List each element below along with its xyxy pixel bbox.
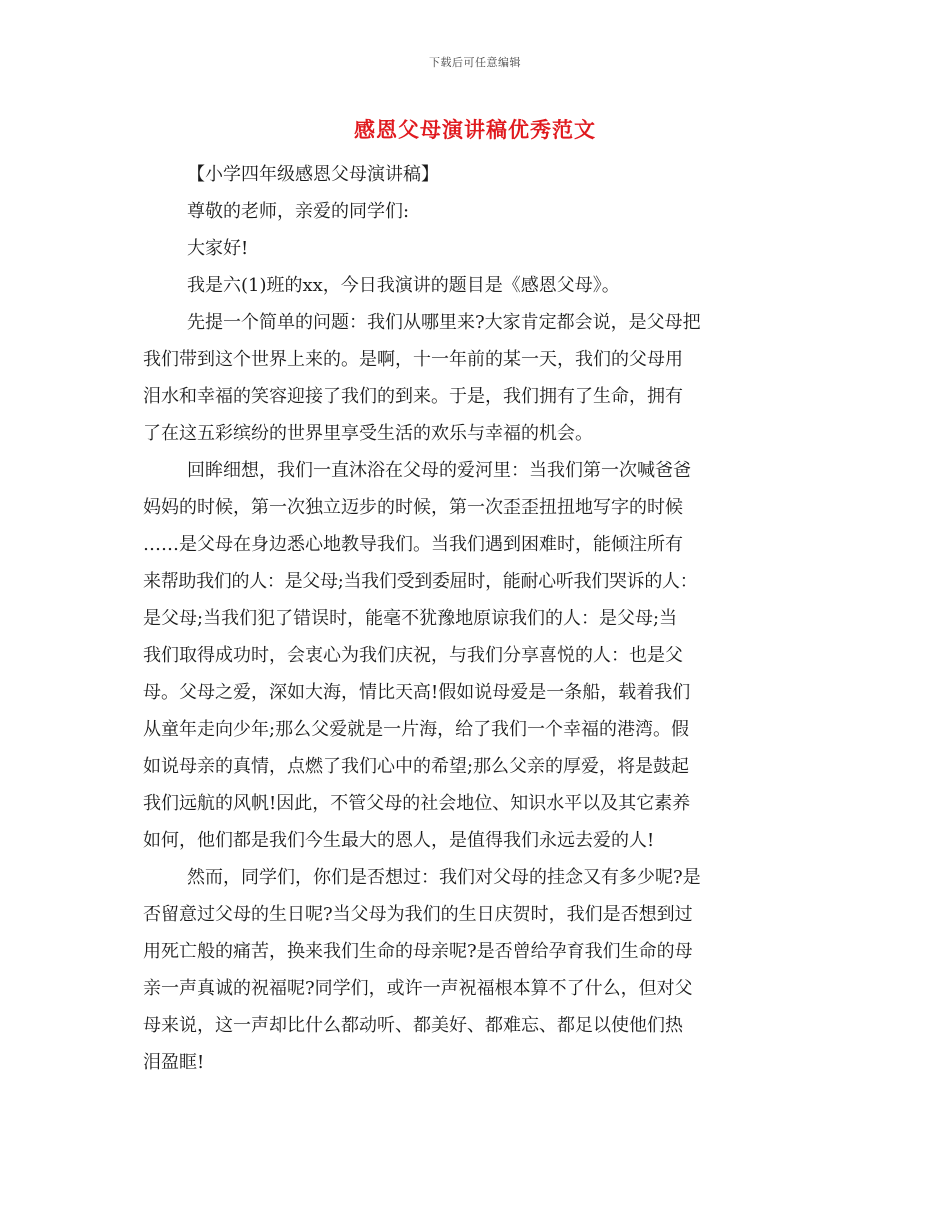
- paragraph-line: 如说母亲的真情，点燃了我们心中的希望;那么父亲的厚爱，将是鼓起: [143, 756, 690, 777]
- salutation: 尊敬的老师，亲爱的同学们:: [187, 201, 410, 222]
- paragraph-line: 否留意过父母的生日呢?当父母为我们的生日庆贺时，我们是否想到过: [143, 904, 693, 925]
- paragraph-line: 用死亡般的痛苦，换来我们生命的母亲呢?是否曾给孕育我们生命的母: [143, 941, 693, 962]
- paragraph-line: 妈妈的时候，第一次独立迈步的时候，第一次歪歪扭扭地写字的时候: [143, 497, 683, 518]
- paragraph-line: 了在这五彩缤纷的世界里享受生活的欢乐与幸福的机会。: [143, 423, 593, 444]
- page-header-note: 下载后可任意编辑: [429, 56, 521, 69]
- paragraph-line: ……是父母在身边悉心地教导我们。当我们遇到困难时，能倾注所有: [143, 534, 683, 555]
- paragraph-line: 我们带到这个世界上来的。是啊，十一年前的某一天，我们的父母用: [143, 349, 683, 370]
- paragraph-line: 然而，同学们，你们是否想过：我们对父母的挂念又有多少呢?是: [187, 867, 701, 888]
- paragraph-line: 回眸细想，我们一直沐浴在父母的爱河里：当我们第一次喊爸爸: [187, 460, 691, 481]
- paragraph-line: 我们取得成功时，会衷心为我们庆祝，与我们分享喜悦的人：也是父: [143, 645, 683, 666]
- paragraph-line: 如何，他们都是我们今生最大的恩人，是值得我们永远去爱的人!: [143, 830, 655, 851]
- paragraph-line: 母。父母之爱，深如大海，情比天高!假如说母爱是一条船，载着我们: [143, 682, 691, 703]
- paragraph-line: 亲一声真诚的祝福呢?同学们，或许一声祝福根本算不了什么，但对父: [143, 978, 693, 999]
- paragraph-2: [143, 452, 807, 859]
- section-heading: 【小学四年级感恩父母演讲稿】: [187, 164, 439, 185]
- paragraph-line: 先提一个简单的问题：我们从哪里来?大家肯定都会说，是父母把: [187, 312, 701, 333]
- document-body: [143, 156, 807, 1081]
- paragraph-line: 泪水和幸福的笑容迎接了我们的到来。于是，我们拥有了生命，拥有: [143, 386, 683, 407]
- paragraph-line: 是父母;当我们犯了错误时，能毫不犹豫地原谅我们的人：是父母;当: [143, 608, 678, 629]
- intro-line: 我是六(1)班的xx，今日我演讲的题目是《感恩父母》。: [187, 275, 620, 296]
- paragraph-1: [143, 304, 807, 452]
- paragraph-3: [143, 859, 807, 1081]
- document-title: 感恩父母演讲稿优秀范文: [354, 117, 596, 142]
- paragraph-line: 泪盈眶!: [143, 1052, 205, 1073]
- paragraph-line: 我们远航的风帆!因此，不管父母的社会地位、知识水平以及其它素养: [143, 793, 691, 814]
- paragraph-line: 从童年走向少年;那么父爱就是一片海，给了我们一个幸福的港湾。假: [143, 719, 690, 740]
- paragraph-line: 来帮助我们的人：是父母;当我们受到委屈时，能耐心听我们哭诉的人：: [143, 571, 698, 592]
- paragraph-line: 母来说，这一声却比什么都动听、都美好、都难忘、都足以使他们热: [143, 1015, 683, 1036]
- greeting: 大家好!: [187, 238, 249, 259]
